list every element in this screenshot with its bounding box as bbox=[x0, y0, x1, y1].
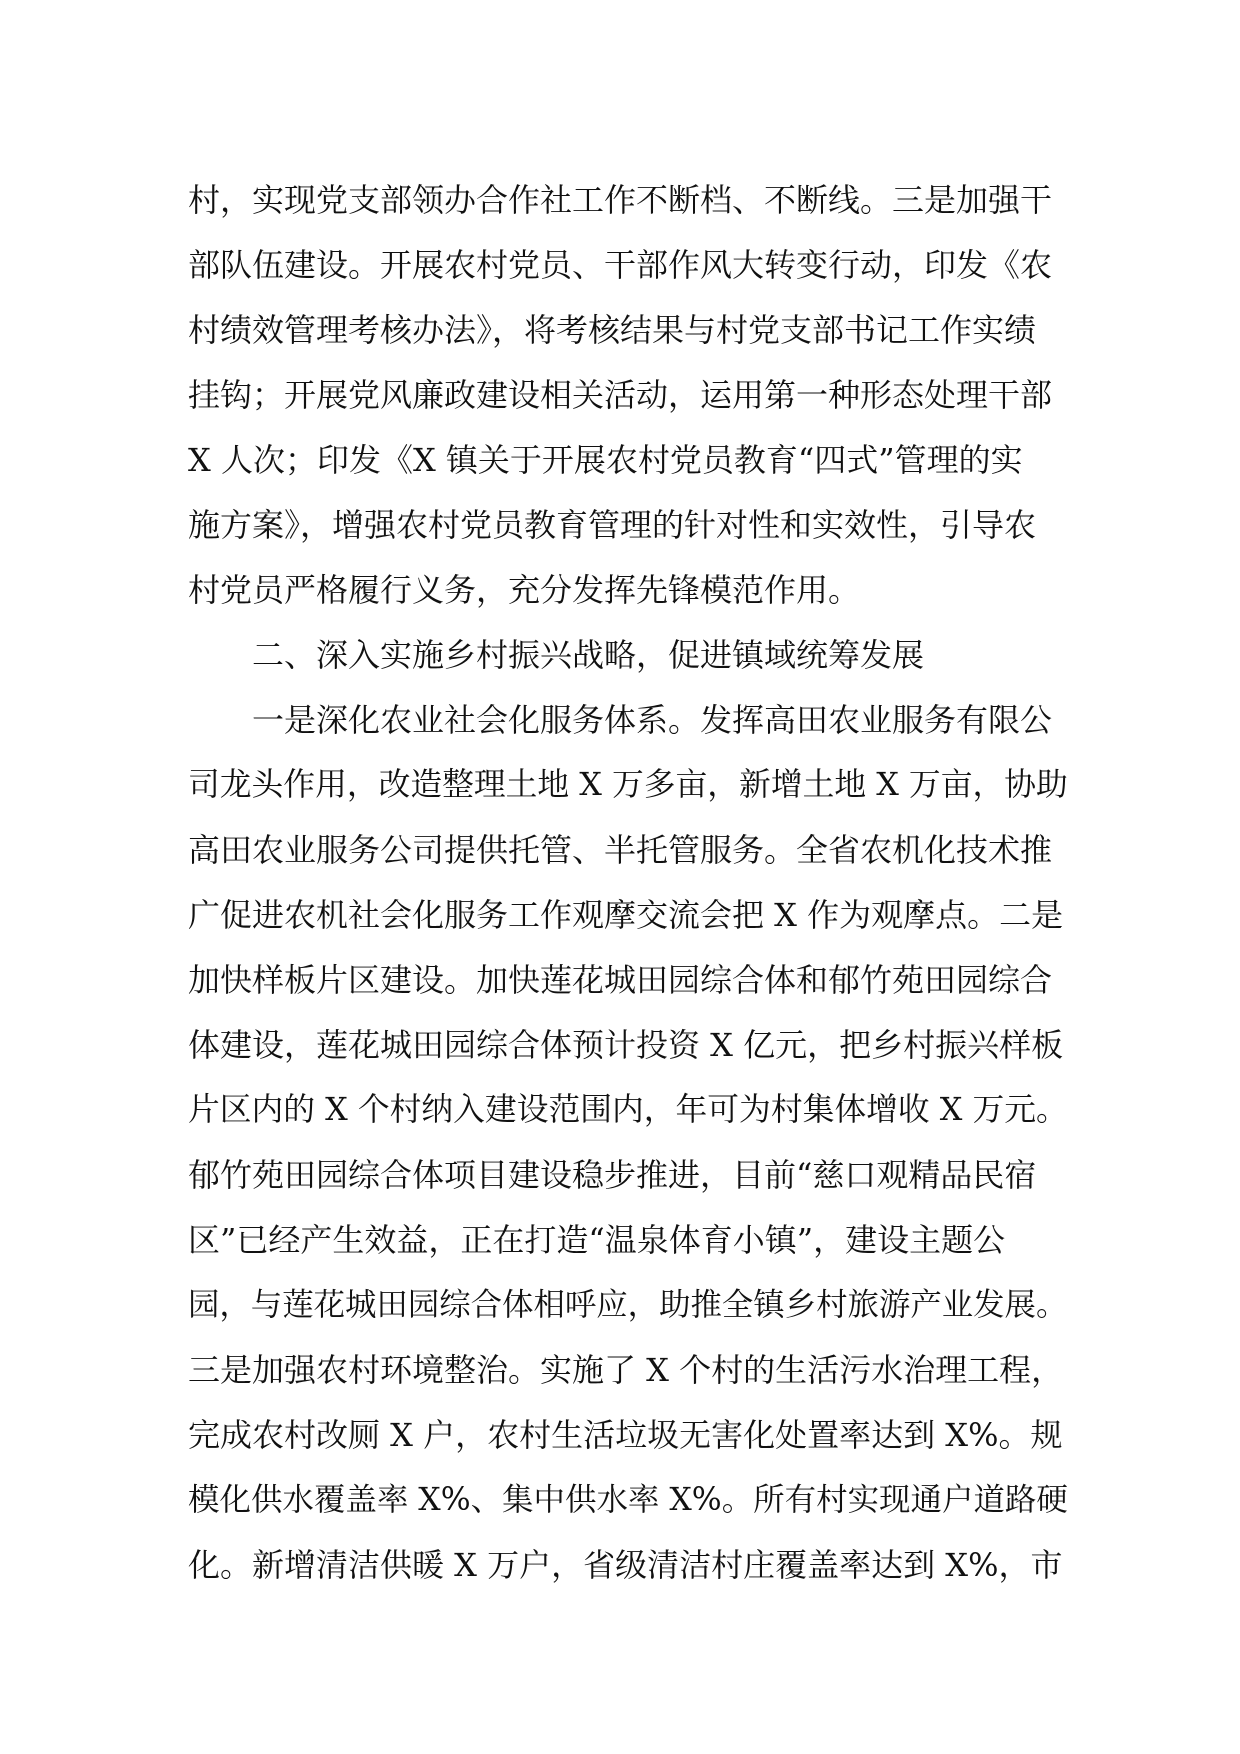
text-line: 模化供水覆盖率 X%、集中供水率 X%。所有村实现通户道路硬 bbox=[188, 1482, 1068, 1518]
paragraph-first-line: 一是深化农业社会化服务体系。发挥高田农业服务有限公 bbox=[252, 701, 1053, 739]
section-heading: 二、深入实施乡村振兴战略，促进镇域统筹发展 bbox=[252, 636, 925, 674]
text-line: 高田农业服务公司提供托管、半托管服务。全省农机化技术推 bbox=[188, 831, 1053, 869]
text-line: 化。新增清洁供暖 X 万户，省级清洁村庄覆盖率达到 X%，市 bbox=[188, 1546, 1063, 1584]
text-line: 司龙头作用，改造整理土地 X 万多亩，新增土地 X 万亩，协助 bbox=[188, 767, 1068, 803]
text-line: 片区内的 X 个村纳入建设范围内，年可为村集体增收 X 万元。 bbox=[188, 1092, 1068, 1128]
text-line: 郁竹苑田园综合体项目建设稳步推进，目前“慈口观精品民宿 bbox=[188, 1156, 1037, 1194]
text-line: 加快样板片区建设。加快莲花城田园综合体和郁竹苑田园综合 bbox=[188, 961, 1053, 999]
text-line: 施方案》，增强农村党员教育管理的针对性和实效性，引导农 bbox=[188, 506, 1037, 544]
text-line: X 人次；印发《X 镇关于开展农村党员教育“四式”管理的实 bbox=[188, 441, 1023, 479]
text-line: 村绩效管理考核办法》，将考核结果与村党支部书记工作实绩 bbox=[188, 311, 1037, 349]
text-line: 村党员严格履行义务，充分发挥先锋模范作用。 bbox=[188, 571, 861, 609]
text-line: 挂钩；开展党风廉政建设相关活动，运用第一种形态处理干部 bbox=[188, 376, 1053, 414]
text-line: 广促进农机社会化服务工作观摩交流会把 X 作为观摩点。二是 bbox=[188, 896, 1064, 934]
text-line: 部队伍建设。开展农村党员、干部作风大转变行动，印发《农 bbox=[188, 246, 1053, 284]
text-line: 体建设，莲花城田园综合体预计投资 X 亿元，把乡村振兴样板 bbox=[188, 1026, 1064, 1064]
text-line: 园，与莲花城田园综合体相呼应，助推全镇乡村旅游产业发展。 bbox=[188, 1287, 1068, 1323]
text-line: 完成农村改厕 X 户，农村生活垃圾无害化处置率达到 X%。规 bbox=[188, 1416, 1063, 1454]
text-line: 区”已经产生效益，正在打造“温泉体育小镇”，建设主题公 bbox=[188, 1221, 1006, 1259]
text-line: 三是加强农村环境整治。实施了 X 个村的生活污水治理工程， bbox=[188, 1351, 1064, 1389]
text-line: 村，实现党支部领办合作社工作不断档、不断线。三是加强干 bbox=[188, 181, 1053, 219]
body-text bbox=[188, 168, 1068, 1598]
